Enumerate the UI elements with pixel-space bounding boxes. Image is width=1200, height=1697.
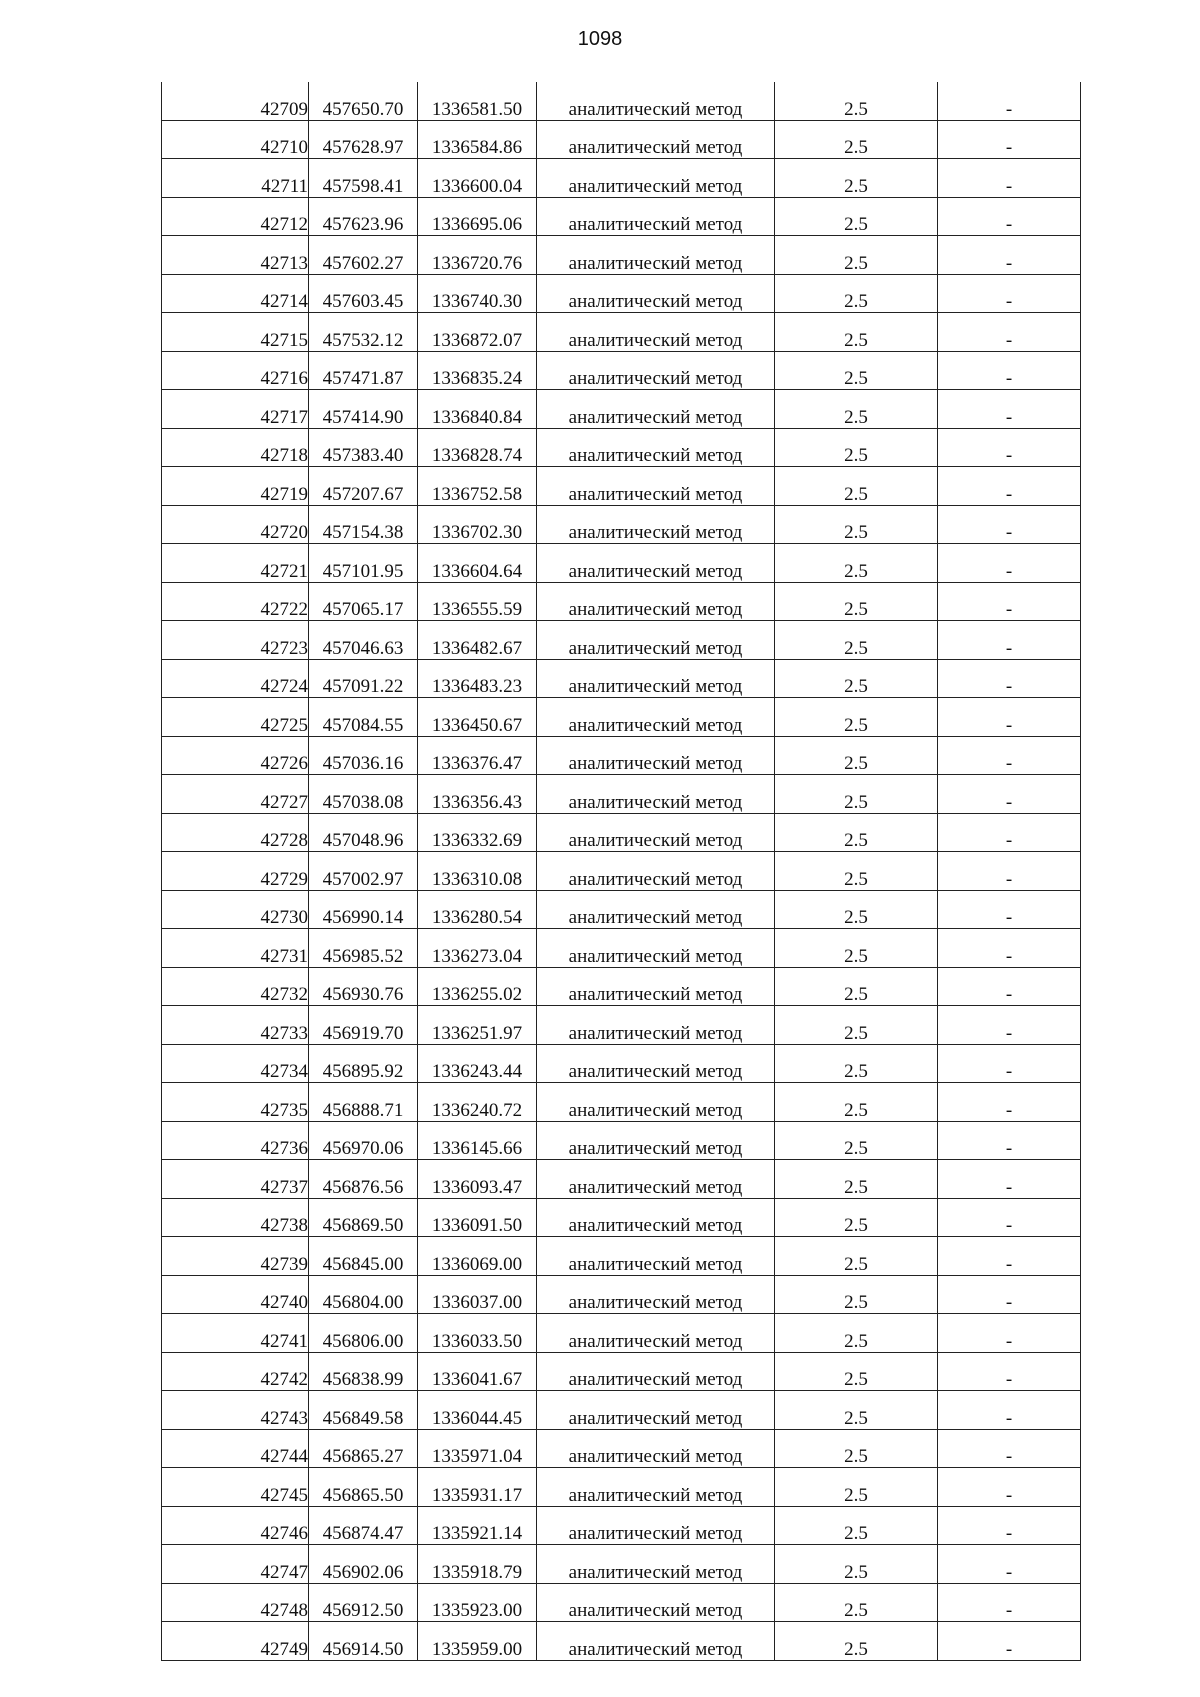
accuracy-cell: 2.5 xyxy=(775,1352,938,1391)
method-cell: аналитический метод xyxy=(537,1314,775,1353)
note-cell: - xyxy=(938,1429,1081,1468)
coord-y-cell: 1336033.50 xyxy=(418,1314,537,1353)
table-row xyxy=(162,428,1081,467)
coord-y-cell: 1336584.86 xyxy=(418,120,537,159)
method-cell: аналитический метод xyxy=(537,1083,775,1122)
coord-x-cell: 456869.50 xyxy=(309,1198,418,1237)
accuracy-cell: 2.5 xyxy=(775,929,938,968)
note-cell: - xyxy=(938,197,1081,236)
method-cell: аналитический метод xyxy=(537,967,775,1006)
point-number-cell: 42724 xyxy=(162,659,309,698)
method-cell: аналитический метод xyxy=(537,1468,775,1507)
point-number-cell: 42728 xyxy=(162,813,309,852)
coord-x-cell: 457623.96 xyxy=(309,197,418,236)
method-cell: аналитический метод xyxy=(537,1275,775,1314)
note-cell: - xyxy=(938,467,1081,506)
note-cell: - xyxy=(938,120,1081,159)
method-cell: аналитический метод xyxy=(537,1198,775,1237)
coord-x-cell: 456888.71 xyxy=(309,1083,418,1122)
point-number-cell: 42744 xyxy=(162,1429,309,1468)
coord-x-cell: 457101.95 xyxy=(309,544,418,583)
point-number-cell: 42715 xyxy=(162,313,309,352)
method-cell: аналитический метод xyxy=(537,621,775,660)
coord-y-cell: 1336828.74 xyxy=(418,428,537,467)
coord-y-cell: 1335971.04 xyxy=(418,1429,537,1468)
point-number-cell: 42725 xyxy=(162,698,309,737)
coord-x-cell: 457038.08 xyxy=(309,775,418,814)
coord-y-cell: 1336376.47 xyxy=(418,736,537,775)
coord-y-cell: 1336835.24 xyxy=(418,351,537,390)
note-cell: - xyxy=(938,351,1081,390)
method-cell: аналитический метод xyxy=(537,274,775,313)
accuracy-cell: 2.5 xyxy=(775,1237,938,1276)
table-row xyxy=(162,159,1081,198)
accuracy-cell: 2.5 xyxy=(775,313,938,352)
coord-y-cell: 1336720.76 xyxy=(418,236,537,275)
table-row xyxy=(162,390,1081,429)
accuracy-cell: 2.5 xyxy=(775,736,938,775)
method-cell: аналитический метод xyxy=(537,1429,775,1468)
method-cell: аналитический метод xyxy=(537,659,775,698)
point-number-cell: 42709 xyxy=(162,82,309,120)
table-row xyxy=(162,775,1081,814)
note-cell: - xyxy=(938,1314,1081,1353)
coord-x-cell: 457207.67 xyxy=(309,467,418,506)
note-cell: - xyxy=(938,659,1081,698)
point-number-cell: 42741 xyxy=(162,1314,309,1353)
coord-y-cell: 1336872.07 xyxy=(418,313,537,352)
coord-y-cell: 1336450.67 xyxy=(418,698,537,737)
coord-x-cell: 457084.55 xyxy=(309,698,418,737)
coord-y-cell: 1336600.04 xyxy=(418,159,537,198)
coord-x-cell: 456849.58 xyxy=(309,1391,418,1430)
coord-x-cell: 457036.16 xyxy=(309,736,418,775)
point-number-cell: 42711 xyxy=(162,159,309,198)
accuracy-cell: 2.5 xyxy=(775,1198,938,1237)
accuracy-cell: 2.5 xyxy=(775,1545,938,1584)
accuracy-cell: 2.5 xyxy=(775,1044,938,1083)
coord-y-cell: 1336145.66 xyxy=(418,1121,537,1160)
coord-y-cell: 1336581.50 xyxy=(418,82,537,120)
coord-y-cell: 1336037.00 xyxy=(418,1275,537,1314)
coordinates-table-body xyxy=(162,82,1081,1660)
accuracy-cell: 2.5 xyxy=(775,698,938,737)
coord-x-cell: 457650.70 xyxy=(309,82,418,120)
point-number-cell: 42719 xyxy=(162,467,309,506)
method-cell: аналитический метод xyxy=(537,1506,775,1545)
note-cell: - xyxy=(938,1622,1081,1661)
table-row xyxy=(162,1237,1081,1276)
point-number-cell: 42717 xyxy=(162,390,309,429)
coord-x-cell: 456970.06 xyxy=(309,1121,418,1160)
note-cell: - xyxy=(938,1275,1081,1314)
note-cell: - xyxy=(938,1044,1081,1083)
accuracy-cell: 2.5 xyxy=(775,1506,938,1545)
coord-y-cell: 1336356.43 xyxy=(418,775,537,814)
note-cell: - xyxy=(938,390,1081,429)
note-cell: - xyxy=(938,236,1081,275)
coord-y-cell: 1336240.72 xyxy=(418,1083,537,1122)
note-cell: - xyxy=(938,1352,1081,1391)
table-row xyxy=(162,1006,1081,1045)
point-number-cell: 42720 xyxy=(162,505,309,544)
note-cell: - xyxy=(938,1391,1081,1430)
table-row xyxy=(162,1352,1081,1391)
accuracy-cell: 2.5 xyxy=(775,1160,938,1199)
coord-x-cell: 456806.00 xyxy=(309,1314,418,1353)
coord-y-cell: 1336310.08 xyxy=(418,852,537,891)
note-cell: - xyxy=(938,82,1081,120)
accuracy-cell: 2.5 xyxy=(775,467,938,506)
coord-y-cell: 1336280.54 xyxy=(418,890,537,929)
coord-y-cell: 1336332.69 xyxy=(418,813,537,852)
method-cell: аналитический метод xyxy=(537,852,775,891)
method-cell: аналитический метод xyxy=(537,582,775,621)
method-cell: аналитический метод xyxy=(537,197,775,236)
note-cell: - xyxy=(938,1198,1081,1237)
coord-x-cell: 456985.52 xyxy=(309,929,418,968)
note-cell: - xyxy=(938,428,1081,467)
method-cell: аналитический метод xyxy=(537,120,775,159)
accuracy-cell: 2.5 xyxy=(775,236,938,275)
coord-y-cell: 1336482.67 xyxy=(418,621,537,660)
method-cell: аналитический метод xyxy=(537,544,775,583)
method-cell: аналитический метод xyxy=(537,159,775,198)
table-row xyxy=(162,1160,1081,1199)
point-number-cell: 42730 xyxy=(162,890,309,929)
note-cell: - xyxy=(938,582,1081,621)
point-number-cell: 42714 xyxy=(162,274,309,313)
note-cell: - xyxy=(938,698,1081,737)
table-row xyxy=(162,1198,1081,1237)
coord-x-cell: 457065.17 xyxy=(309,582,418,621)
method-cell: аналитический метод xyxy=(537,929,775,968)
method-cell: аналитический метод xyxy=(537,236,775,275)
method-cell: аналитический метод xyxy=(537,1237,775,1276)
method-cell: аналитический метод xyxy=(537,505,775,544)
note-cell: - xyxy=(938,775,1081,814)
point-number-cell: 42748 xyxy=(162,1583,309,1622)
point-number-cell: 42716 xyxy=(162,351,309,390)
accuracy-cell: 2.5 xyxy=(775,967,938,1006)
coord-y-cell: 1336251.97 xyxy=(418,1006,537,1045)
accuracy-cell: 2.5 xyxy=(775,1121,938,1160)
method-cell: аналитический метод xyxy=(537,813,775,852)
coord-y-cell: 1336555.59 xyxy=(418,582,537,621)
note-cell: - xyxy=(938,1160,1081,1199)
coord-x-cell: 457471.87 xyxy=(309,351,418,390)
coord-x-cell: 456990.14 xyxy=(309,890,418,929)
table-row xyxy=(162,1583,1081,1622)
coord-y-cell: 1336702.30 xyxy=(418,505,537,544)
coord-x-cell: 457628.97 xyxy=(309,120,418,159)
coord-x-cell: 456902.06 xyxy=(309,1545,418,1584)
accuracy-cell: 2.5 xyxy=(775,159,938,198)
note-cell: - xyxy=(938,1583,1081,1622)
accuracy-cell: 2.5 xyxy=(775,274,938,313)
point-number-cell: 42721 xyxy=(162,544,309,583)
coord-x-cell: 456895.92 xyxy=(309,1044,418,1083)
table-row xyxy=(162,967,1081,1006)
method-cell: аналитический метод xyxy=(537,1160,775,1199)
method-cell: аналитический метод xyxy=(537,1352,775,1391)
accuracy-cell: 2.5 xyxy=(775,544,938,583)
accuracy-cell: 2.5 xyxy=(775,1275,938,1314)
accuracy-cell: 2.5 xyxy=(775,505,938,544)
note-cell: - xyxy=(938,852,1081,891)
accuracy-cell: 2.5 xyxy=(775,197,938,236)
method-cell: аналитический метод xyxy=(537,775,775,814)
point-number-cell: 42713 xyxy=(162,236,309,275)
point-number-cell: 42729 xyxy=(162,852,309,891)
note-cell: - xyxy=(938,544,1081,583)
table-row xyxy=(162,1468,1081,1507)
table-row xyxy=(162,197,1081,236)
table-row xyxy=(162,813,1081,852)
table-row xyxy=(162,120,1081,159)
coord-x-cell: 456930.76 xyxy=(309,967,418,1006)
table-row xyxy=(162,698,1081,737)
table-row xyxy=(162,467,1081,506)
note-cell: - xyxy=(938,621,1081,660)
method-cell: аналитический метод xyxy=(537,1583,775,1622)
coord-y-cell: 1336604.64 xyxy=(418,544,537,583)
note-cell: - xyxy=(938,890,1081,929)
coord-y-cell: 1336695.06 xyxy=(418,197,537,236)
method-cell: аналитический метод xyxy=(537,1044,775,1083)
note-cell: - xyxy=(938,1121,1081,1160)
page-number: 1098 xyxy=(577,28,623,50)
note-cell: - xyxy=(938,736,1081,775)
table-row xyxy=(162,1506,1081,1545)
coord-x-cell: 457091.22 xyxy=(309,659,418,698)
coord-x-cell: 456838.99 xyxy=(309,1352,418,1391)
coord-x-cell: 457602.27 xyxy=(309,236,418,275)
coord-y-cell: 1336069.00 xyxy=(418,1237,537,1276)
coord-x-cell: 456874.47 xyxy=(309,1506,418,1545)
coord-x-cell: 456914.50 xyxy=(309,1622,418,1661)
coord-x-cell: 456865.50 xyxy=(309,1468,418,1507)
coord-y-cell: 1335921.14 xyxy=(418,1506,537,1545)
coord-y-cell: 1336041.67 xyxy=(418,1352,537,1391)
table-row xyxy=(162,890,1081,929)
method-cell: аналитический метод xyxy=(537,890,775,929)
point-number-cell: 42723 xyxy=(162,621,309,660)
coord-x-cell: 457603.45 xyxy=(309,274,418,313)
coord-y-cell: 1336255.02 xyxy=(418,967,537,1006)
method-cell: аналитический метод xyxy=(537,313,775,352)
method-cell: аналитический метод xyxy=(537,1391,775,1430)
table-row xyxy=(162,621,1081,660)
point-number-cell: 42722 xyxy=(162,582,309,621)
table-row xyxy=(162,236,1081,275)
method-cell: аналитический метод xyxy=(537,82,775,120)
note-cell: - xyxy=(938,1545,1081,1584)
point-number-cell: 42743 xyxy=(162,1391,309,1430)
note-cell: - xyxy=(938,313,1081,352)
coord-y-cell: 1336093.47 xyxy=(418,1160,537,1199)
method-cell: аналитический метод xyxy=(537,698,775,737)
coord-x-cell: 457383.40 xyxy=(309,428,418,467)
table-row xyxy=(162,1429,1081,1468)
note-cell: - xyxy=(938,813,1081,852)
point-number-cell: 42733 xyxy=(162,1006,309,1045)
note-cell: - xyxy=(938,1506,1081,1545)
coord-x-cell: 456876.56 xyxy=(309,1160,418,1199)
note-cell: - xyxy=(938,274,1081,313)
accuracy-cell: 2.5 xyxy=(775,1429,938,1468)
accuracy-cell: 2.5 xyxy=(775,852,938,891)
point-number-cell: 42747 xyxy=(162,1545,309,1584)
table-row xyxy=(162,313,1081,352)
coord-x-cell: 457532.12 xyxy=(309,313,418,352)
table-row xyxy=(162,929,1081,968)
point-number-cell: 42726 xyxy=(162,736,309,775)
coord-y-cell: 1336740.30 xyxy=(418,274,537,313)
table-row xyxy=(162,1314,1081,1353)
accuracy-cell: 2.5 xyxy=(775,1468,938,1507)
table-row xyxy=(162,1044,1081,1083)
coordinates-table xyxy=(161,82,1081,1661)
coord-x-cell: 456804.00 xyxy=(309,1275,418,1314)
table-row xyxy=(162,852,1081,891)
coord-x-cell: 457414.90 xyxy=(309,390,418,429)
method-cell: аналитический метод xyxy=(537,428,775,467)
table-row xyxy=(162,1121,1081,1160)
accuracy-cell: 2.5 xyxy=(775,1622,938,1661)
coord-y-cell: 1336752.58 xyxy=(418,467,537,506)
accuracy-cell: 2.5 xyxy=(775,428,938,467)
table-row xyxy=(162,351,1081,390)
coord-y-cell: 1335931.17 xyxy=(418,1468,537,1507)
coord-y-cell: 1336840.84 xyxy=(418,390,537,429)
accuracy-cell: 2.5 xyxy=(775,621,938,660)
coord-x-cell: 457598.41 xyxy=(309,159,418,198)
note-cell: - xyxy=(938,1237,1081,1276)
accuracy-cell: 2.5 xyxy=(775,1083,938,1122)
method-cell: аналитический метод xyxy=(537,467,775,506)
point-number-cell: 42734 xyxy=(162,1044,309,1083)
accuracy-cell: 2.5 xyxy=(775,82,938,120)
table-row xyxy=(162,1275,1081,1314)
note-cell: - xyxy=(938,1468,1081,1507)
note-cell: - xyxy=(938,1083,1081,1122)
note-cell: - xyxy=(938,967,1081,1006)
accuracy-cell: 2.5 xyxy=(775,659,938,698)
accuracy-cell: 2.5 xyxy=(775,1391,938,1430)
coord-x-cell: 457154.38 xyxy=(309,505,418,544)
table-row xyxy=(162,505,1081,544)
point-number-cell: 42712 xyxy=(162,197,309,236)
coord-x-cell: 456919.70 xyxy=(309,1006,418,1045)
accuracy-cell: 2.5 xyxy=(775,582,938,621)
method-cell: аналитический метод xyxy=(537,1545,775,1584)
table-row xyxy=(162,274,1081,313)
coord-y-cell: 1335918.79 xyxy=(418,1545,537,1584)
accuracy-cell: 2.5 xyxy=(775,1583,938,1622)
coord-y-cell: 1336044.45 xyxy=(418,1391,537,1430)
coord-x-cell: 456865.27 xyxy=(309,1429,418,1468)
coord-y-cell: 1335959.00 xyxy=(418,1622,537,1661)
coord-x-cell: 457002.97 xyxy=(309,852,418,891)
coord-x-cell: 456845.00 xyxy=(309,1237,418,1276)
point-number-cell: 42749 xyxy=(162,1622,309,1661)
method-cell: аналитический метод xyxy=(537,351,775,390)
point-number-cell: 42745 xyxy=(162,1468,309,1507)
coord-y-cell: 1336483.23 xyxy=(418,659,537,698)
coord-y-cell: 1336091.50 xyxy=(418,1198,537,1237)
table-row xyxy=(162,582,1081,621)
point-number-cell: 42737 xyxy=(162,1160,309,1199)
accuracy-cell: 2.5 xyxy=(775,813,938,852)
coord-y-cell: 1336243.44 xyxy=(418,1044,537,1083)
note-cell: - xyxy=(938,1006,1081,1045)
point-number-cell: 42746 xyxy=(162,1506,309,1545)
accuracy-cell: 2.5 xyxy=(775,351,938,390)
method-cell: аналитический метод xyxy=(537,1121,775,1160)
coord-x-cell: 457046.63 xyxy=(309,621,418,660)
point-number-cell: 42738 xyxy=(162,1198,309,1237)
accuracy-cell: 2.5 xyxy=(775,390,938,429)
coord-x-cell: 457048.96 xyxy=(309,813,418,852)
table-row xyxy=(162,659,1081,698)
table-row xyxy=(162,82,1081,120)
point-number-cell: 42736 xyxy=(162,1121,309,1160)
coord-y-cell: 1335923.00 xyxy=(418,1583,537,1622)
method-cell: аналитический метод xyxy=(537,736,775,775)
point-number-cell: 42739 xyxy=(162,1237,309,1276)
note-cell: - xyxy=(938,159,1081,198)
note-cell: - xyxy=(938,929,1081,968)
method-cell: аналитический метод xyxy=(537,1622,775,1661)
table-row xyxy=(162,1083,1081,1122)
point-number-cell: 42718 xyxy=(162,428,309,467)
table-row xyxy=(162,1391,1081,1430)
point-number-cell: 42731 xyxy=(162,929,309,968)
accuracy-cell: 2.5 xyxy=(775,775,938,814)
table-row xyxy=(162,544,1081,583)
note-cell: - xyxy=(938,505,1081,544)
accuracy-cell: 2.5 xyxy=(775,120,938,159)
accuracy-cell: 2.5 xyxy=(775,890,938,929)
point-number-cell: 42727 xyxy=(162,775,309,814)
method-cell: аналитический метод xyxy=(537,1006,775,1045)
method-cell: аналитический метод xyxy=(537,390,775,429)
accuracy-cell: 2.5 xyxy=(775,1006,938,1045)
accuracy-cell: 2.5 xyxy=(775,1314,938,1353)
point-number-cell: 42732 xyxy=(162,967,309,1006)
table-row xyxy=(162,1622,1081,1661)
point-number-cell: 42742 xyxy=(162,1352,309,1391)
point-number-cell: 42740 xyxy=(162,1275,309,1314)
coord-y-cell: 1336273.04 xyxy=(418,929,537,968)
point-number-cell: 42710 xyxy=(162,120,309,159)
coord-x-cell: 456912.50 xyxy=(309,1583,418,1622)
point-number-cell: 42735 xyxy=(162,1083,309,1122)
table-row xyxy=(162,736,1081,775)
table-row xyxy=(162,1545,1081,1584)
